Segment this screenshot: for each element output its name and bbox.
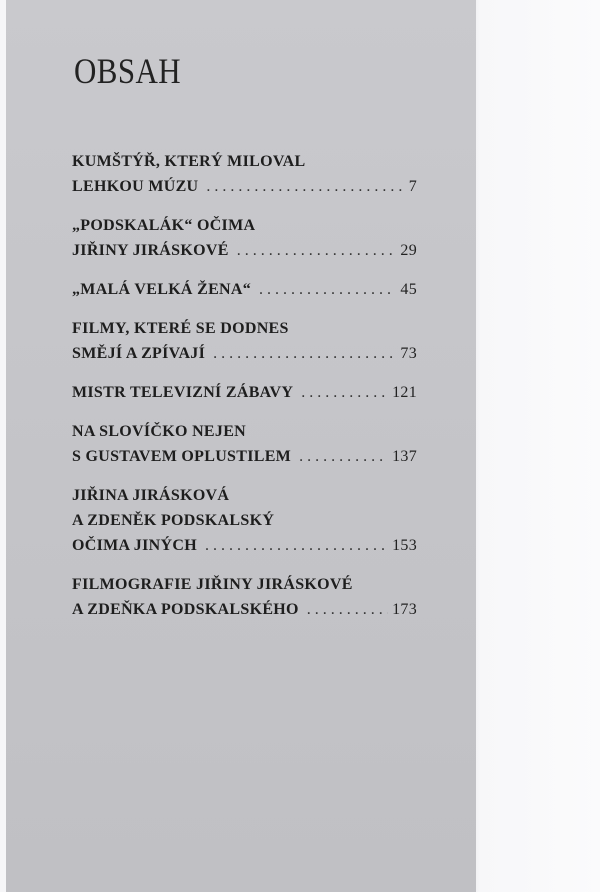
- page-title: OBSAH: [74, 51, 182, 91]
- toc-page-number: 153: [392, 537, 417, 554]
- toc-entry: [72, 487, 417, 562]
- dot-leader: [205, 537, 388, 555]
- toc-entry-title: JIŘINY JIRÁSKOVÉ: [72, 242, 229, 259]
- toc-entry-title: „MALÁ VELKÁ ŽENA“: [72, 281, 252, 298]
- toc-entry-title: MISTR TELEVIZNÍ ZÁBAVY: [72, 384, 294, 401]
- toc-entry-title: LEHKOU MÚZU: [72, 178, 199, 195]
- toc-entry-title: S GUSTAVEM OPLUSTILEM: [72, 448, 292, 465]
- toc-entry-title: A ZDEŇKA PODSKALSKÉHO: [72, 601, 299, 618]
- toc-entry-title-line: [72, 217, 417, 242]
- toc-entry-title-line: [72, 576, 417, 601]
- toc-page-number: 7: [408, 178, 417, 195]
- toc-entry-title-line: [72, 448, 417, 473]
- toc-entry-title: A ZDENĚK PODSKALSKÝ: [72, 512, 275, 529]
- toc-entry-title-line: [72, 345, 417, 370]
- toc-entry-title-line: [72, 153, 417, 178]
- toc-page-number: 29: [400, 242, 417, 259]
- toc-entry-title-line: [72, 320, 417, 345]
- toc-entry-title-line: [72, 242, 417, 267]
- toc-entry-title: FILMY, KTERÉ SE DODNES: [72, 320, 289, 337]
- dot-leader: [213, 345, 396, 363]
- toc-page-number: 137: [392, 448, 417, 465]
- toc-entry: [72, 423, 417, 473]
- dot-leader: [299, 448, 388, 466]
- toc-entry-title-line: [72, 423, 417, 448]
- toc-page-number: 45: [400, 281, 417, 298]
- toc-page-number: 121: [392, 384, 417, 401]
- toc-entry-title-line: [72, 178, 417, 203]
- dot-leader: [237, 242, 397, 260]
- dot-leader: [307, 601, 388, 619]
- toc-entry-title-line: [72, 601, 417, 626]
- toc-page-number: 73: [400, 345, 417, 362]
- toc-entry-title: NA SLOVÍČKO NEJEN: [72, 423, 247, 440]
- toc-entry: [72, 153, 417, 203]
- toc-page-number: 173: [392, 601, 417, 618]
- toc-entry: [72, 576, 417, 626]
- toc-entry-title: „PODSKALÁK“ OČIMA: [72, 217, 256, 234]
- toc-entry-title-line: [72, 537, 417, 562]
- toc-entry-title-line: [72, 512, 417, 537]
- toc-entry-title: SMĚJÍ A ZPÍVAJÍ: [72, 345, 206, 362]
- dot-leader: [259, 281, 396, 299]
- toc-entry-title-line: [72, 384, 417, 409]
- contents-page: [6, 0, 476, 892]
- toc-entry: [72, 281, 417, 306]
- toc-entry-title: JIŘINA JIRÁSKOVÁ: [72, 487, 230, 504]
- dot-leader: [206, 178, 404, 196]
- toc-entry: [72, 217, 417, 267]
- toc-entry-title: OČIMA JINÝCH: [72, 537, 197, 554]
- toc-entry-title-line: [72, 281, 417, 306]
- toc-entry-title: KUMŠTÝŘ, KTERÝ MILOVAL: [72, 153, 306, 170]
- toc-entry-title-line: [72, 487, 417, 512]
- dot-leader: [301, 384, 388, 402]
- toc-entry-title: FILMOGRAFIE JIŘINY JIRÁSKOVÉ: [72, 576, 353, 593]
- facing-page: [470, 0, 600, 892]
- table-of-contents: [72, 153, 417, 640]
- toc-entry: [72, 320, 417, 370]
- toc-entry: [72, 384, 417, 409]
